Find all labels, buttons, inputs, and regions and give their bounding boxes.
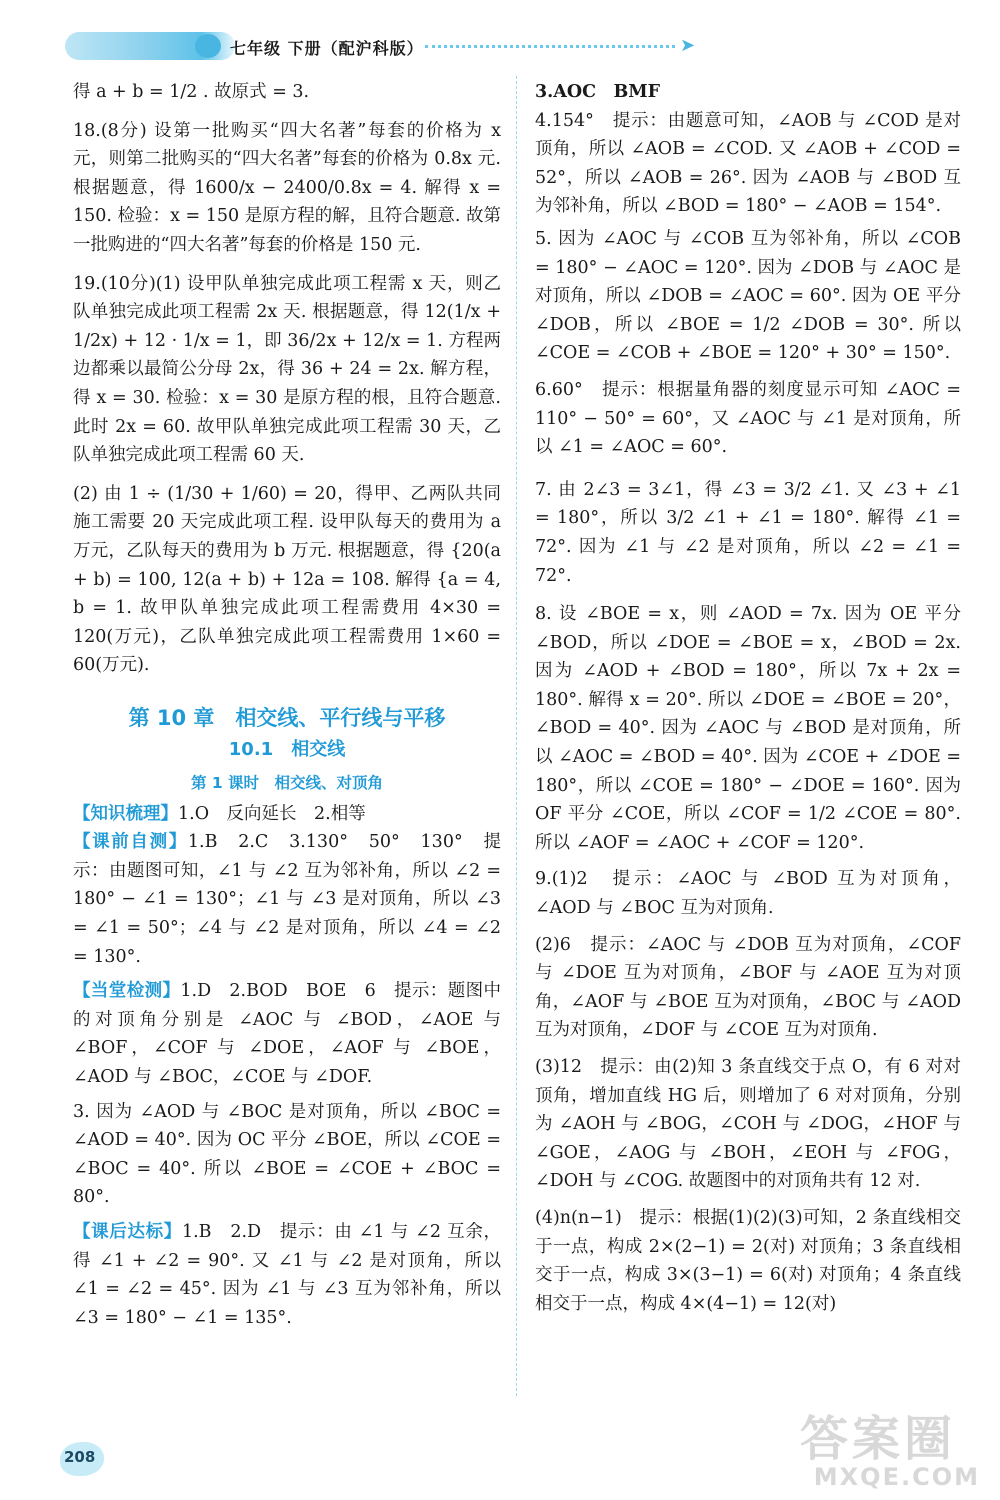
page-header xyxy=(0,0,1000,70)
header-decoration xyxy=(65,32,235,60)
watermark-logo xyxy=(800,1400,990,1496)
left-column xyxy=(73,78,501,1332)
header-dotted-line xyxy=(425,45,675,48)
page-number xyxy=(60,1438,110,1478)
pre-class-test-tag: 【课前自测】 xyxy=(73,832,188,853)
watermark-line2: MXQE.COM xyxy=(813,1463,980,1491)
answer-17-end: 得 a + b = 1/2 . 故原式 = 3. xyxy=(73,82,310,102)
answer-r8: 8. 设 ∠BOE = x，则 ∠AOD = 7x. 因为 OE 平分 ∠BOD，所以 ∠DOE = ∠BOE = x，∠BOD = 2x. 因为 ∠AOD + ∠BOD = 180°，所以 7x + 2x = 180°. 解得 x = 20°. 所以 ∠DOE = ∠BOE = 20°，∠BOD = 40°. 因为 ∠AOC 与 ∠BOD 是对顶角，所以 ∠AOC = ∠BOD = 40°. 因为 ∠COE + ∠DOE = 180°，所以 ∠COE = 180° − ∠DOE = 160°. 因为 OF 平分 ∠COE，所以 ∠COF = 1/2 ∠COE = 80°. 所以 ∠AOF = ∠AOC + ∠COF = 120°. xyxy=(535,604,961,853)
answer-r4: 4.154° 提示：由题意可知，∠AOB 与 ∠COD 是对顶角，所以 ∠AOB = ∠COD. 又 ∠AOB + ∠COD = 52°，所以 ∠AOB = 26°. 因为 ∠AOB 与 ∠BOD 互为邻补角，所以 ∠BOD = 180° − ∠AOB = 154°. xyxy=(535,110,961,217)
header-title: 七年级 下册（配沪科版） xyxy=(230,39,424,58)
answer-19-2: (2) 由 1 ÷ (1/30 + 1/60) = 20，得甲、乙两队共同施工需要 20 天完成此项工程. 设甲队每天的费用为 a 万元，乙队每天的费用为 b 万元. 根据题意，得 {20(a + b) = 100, 12(a + b) + 12a = 108. 解得 {a = 4, b = 1. 故甲队单独完成此项工程需费用 4×30 = 120(万元)，乙队单独完成此项工程需费用 1×60 = 60(万元). xyxy=(73,483,501,676)
knowledge-review-tag: 【知识梳理】 xyxy=(73,803,178,824)
answer-r5: 5. 因为 ∠AOC 与 ∠COB 互为邻补角，所以 ∠COB = 180° − ∠AOC = 120°. 因为 ∠DOB 与 ∠AOC 是对顶角，所以 ∠DOB = ∠AOC = 60°. 因为 OE 平分 ∠DOB，所以 ∠BOE = 1/2 ∠DOB = 30°. 所以 ∠COE = ∠COB + ∠BOE = 120° + 30° = 150°. xyxy=(535,228,961,364)
answer-r7: 7. 由 2∠3 = 3∠1，得 ∠3 = 3/2 ∠1. 又 ∠3 + ∠1 = 180°，所以 3/2 ∠1 + ∠1 = 180°. 解得 ∠1 = 72°. 因为 ∠1 与 ∠2 是对顶角，所以 ∠2 = ∠1 = 72°. xyxy=(535,479,961,586)
knowledge-review-text: 1.O 反向延长 2.相等 xyxy=(178,803,366,824)
after-class-tag: 【课后达标】 xyxy=(73,1221,182,1242)
watermark-line1: 答案圈 xyxy=(800,1411,957,1467)
in-class-check-tag: 【当堂检测】 xyxy=(73,981,181,1002)
answer-r9-2: (2)6 提示：∠AOC 与 ∠DOB 互为对顶角，∠COF 与 ∠DOE 互为对顶角，∠BOF 与 ∠AOE 互为对顶角，∠AOF 与 ∠BOE 互为对顶角，∠BOC 与 ∠AOD 互为对顶角，∠DOF 与 ∠COE 互为对顶角. xyxy=(535,934,961,1041)
knowledge-review xyxy=(73,800,501,829)
after-class xyxy=(73,1218,501,1332)
answer-18: 18.(8分) 设第一批购买“四大名著”每套的价格为 x 元，则第二批购买的“四大名著”每套的价格为 0.8x 元. 根据题意，得 1600/x − 2400/0.8x = 4. 解得 x = 150. 检验：x = 150 是原方程的解，且符合题意. 故第一批购进的“四大名著”每套的价格是 150 元. xyxy=(73,120,501,255)
answer-r9-4: (4)n(n−1) 提示：根据(1)(2)(3)可知，2 条直线相交于一点，构成 2×(2−1) = 2(对) 对顶角；3 条直线相交于一点，构成 3×(3−1) = 6(对) 对顶角；4 条直线相交于一点，构成 4×(4−1) = 12(对) xyxy=(535,1207,961,1314)
section-title: 10.1 相交线 xyxy=(228,739,346,761)
lesson-title: 第 1 课时 相交线、对顶角 xyxy=(190,774,384,793)
after-class-text: 1.B 2.D 提示：由 ∠1 与 ∠2 互余，得 ∠1 + ∠2 = 90°. 又 ∠1 与 ∠2 是对顶角，所以 ∠1 = ∠2 = 45°. 因为 ∠1 与 ∠3 互为邻补角，所以 ∠3 = 180° − ∠1 = 135°. xyxy=(73,1221,501,1328)
answer-r9-3: (3)12 提示：由(2)知 3 条直线交于点 O，有 6 对对顶角，增加直线 HG 后，则增加了 6 对对顶角，分别为 ∠AOH 与 ∠BOG，∠COH 与 ∠DOG，∠HOF 与 ∠GOE，∠AOG 与 ∠BOH，∠EOH 与 ∠FOG，∠DOH 与 ∠COG. 故题图中的对顶角共有 12 对. xyxy=(535,1057,961,1192)
answer-r3: 3.AOC BMF xyxy=(535,82,661,102)
answer-r9-1: 9.(1)2 提示：∠AOC 与 ∠BOD 互为对顶角，∠AOD 与 ∠BOC 互为对顶角. xyxy=(535,869,961,919)
page-number-text: 208 xyxy=(64,1448,96,1466)
pre-class-test-text: 1.B 2.C 3.130° 50° 130° 提示：由题图可知，∠1 与 ∠2 互为邻补角，所以 ∠2 = 180° − ∠1 = 130°；∠1 与 ∠3 是对顶角，所以 ∠3 = ∠1 = 50°；∠4 与 ∠2 是对顶角，所以 ∠4 = ∠2 = 130°. xyxy=(73,832,501,967)
in-class-check-text: 1.D 2.BOD BOE 6 提示：题图中的对顶角分别是 ∠AOC 与 ∠BOD，∠AOE 与 ∠BOF，∠COF 与 ∠DOE，∠AOF 与 ∠BOE，∠AOD 与 ∠BOC，∠COE 与 ∠DOF. xyxy=(73,981,501,1087)
pre-class-test xyxy=(73,828,501,971)
right-column xyxy=(535,78,961,1318)
column-divider xyxy=(516,76,517,1396)
arrow-right-icon: ➤ xyxy=(680,35,696,56)
chapter-title: 第 10 章 相交线、平行线与平移 xyxy=(128,705,446,730)
answer-19-1: 19.(10分)(1) 设甲队单独完成此项工程需 x 天，则乙队单独完成此项工程需 2x 天. 根据题意，得 12(1/x + 1/2x) + 12 · 1/x = 1，即 36/2x + 12/x = 1. 方程两边都乘以最简公分母 2x，得 36 + 24 = 2x. 解方程，得 x = 30. 检验：x = 30 是原方程的根，且符合题意. 此时 2x = 60. 故甲队单独完成此项工程需 30 天，乙队单独完成此项工程需 60 天. xyxy=(73,273,501,466)
in-class-check xyxy=(73,977,501,1091)
answer-r6: 6.60° 提示：根据量角器的刻度显示可知 ∠AOC = 110° − 50° = 60°，又 ∠AOC 与 ∠1 是对顶角，所以 ∠1 = ∠AOC = 60°. xyxy=(535,379,961,458)
in-class-check-3: 3. 因为 ∠AOD 与 ∠BOC 是对顶角，所以 ∠BOC = ∠AOD = 40°. 因为 OC 平分 ∠BOE，所以 ∠COE = ∠BOC = 40°. 所以 ∠BOE = ∠COE + ∠BOC = 80°. xyxy=(73,1101,501,1208)
